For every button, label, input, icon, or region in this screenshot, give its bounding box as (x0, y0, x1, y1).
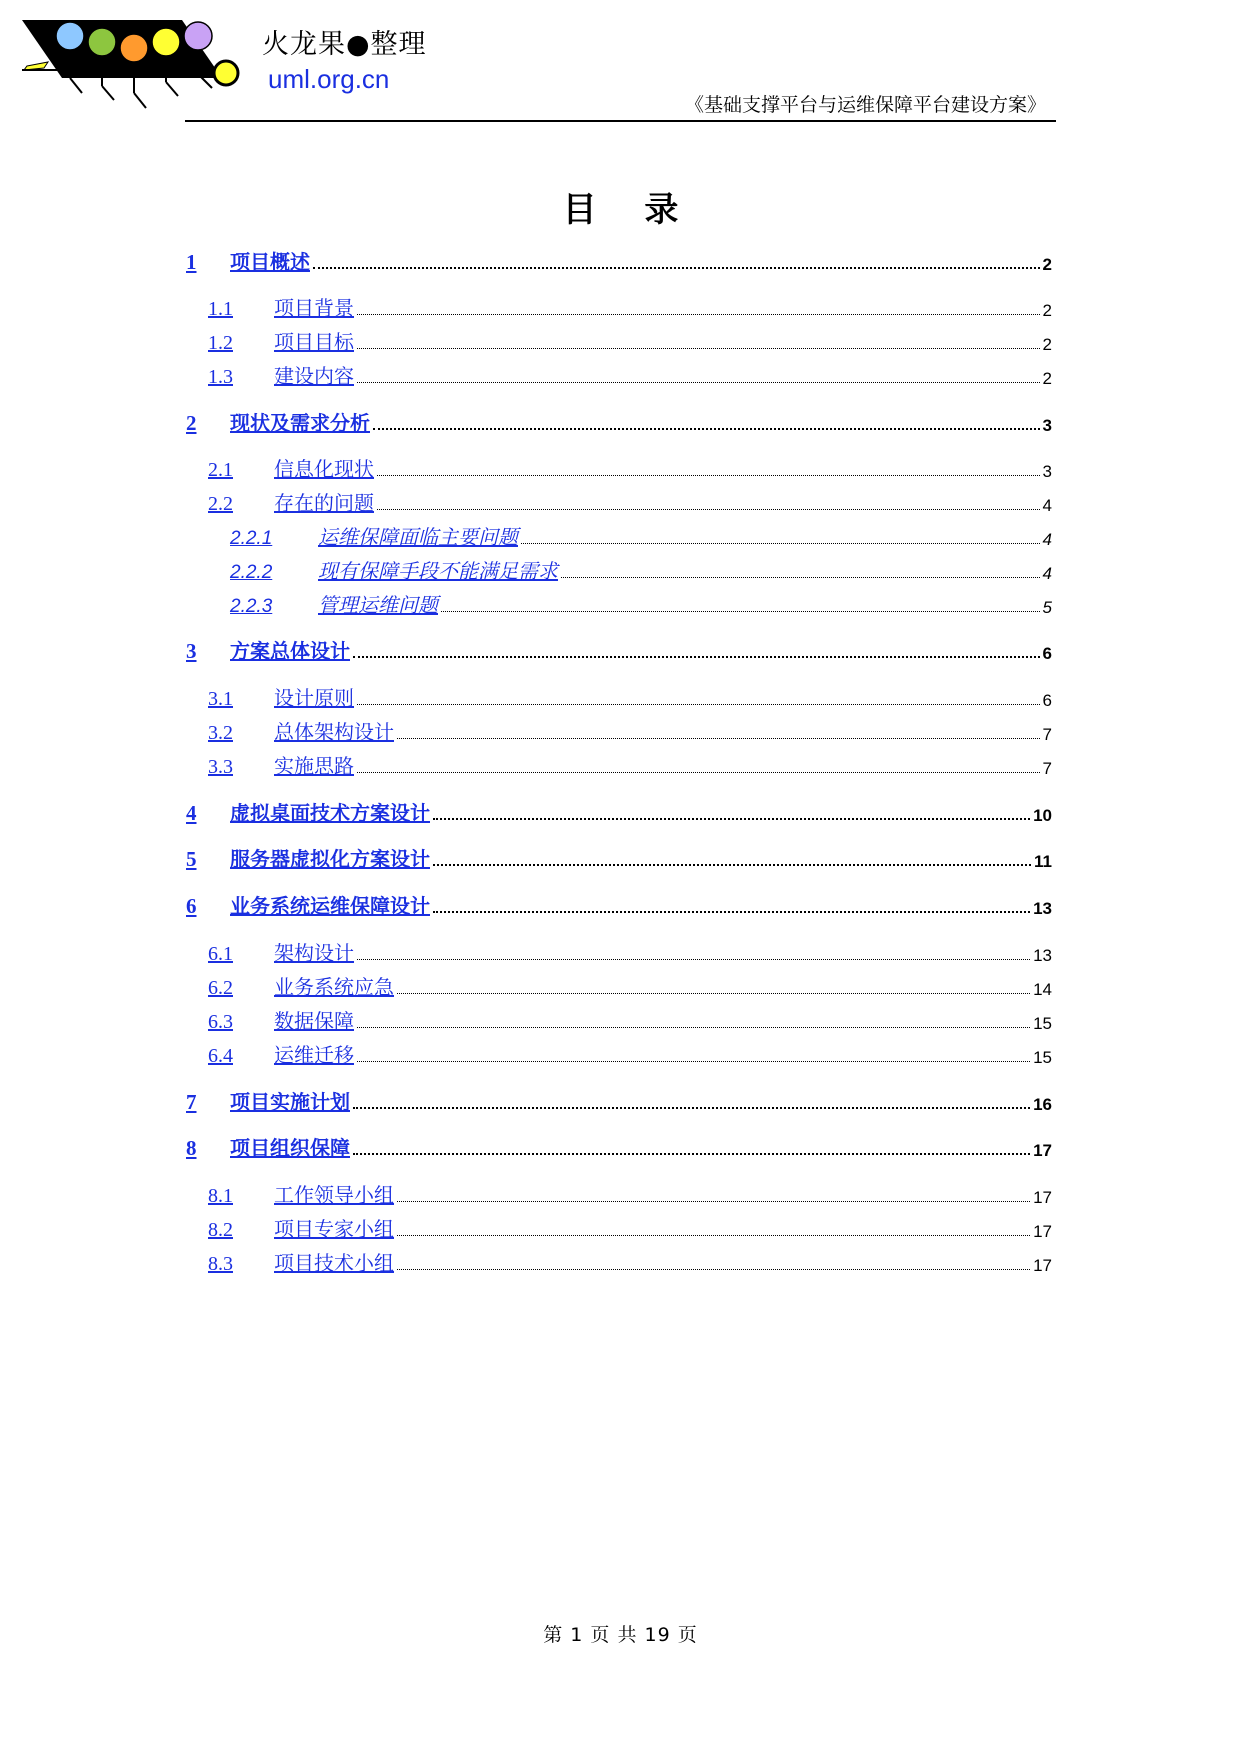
toc-entry-page: 17 (1033, 1188, 1052, 1207)
toc-entry-5[interactable] (186, 842, 1052, 872)
page-indicator: 第 1 页 共 19 页 (543, 1624, 698, 1646)
logo-flag-shape (24, 62, 48, 70)
toc-entry-number[interactable]: 2.2 (208, 493, 233, 515)
logo-circle-blue (56, 22, 84, 50)
toc-entry-number[interactable]: 2.2.2 (230, 562, 273, 583)
toc-entry-1[interactable] (186, 245, 1052, 275)
toc-entry-label[interactable]: 管理运维问题 (318, 593, 438, 617)
toc-entry-number[interactable]: 6.1 (208, 943, 233, 965)
toc-entry-label[interactable]: 架构设计 (274, 941, 354, 965)
dot-leader (357, 704, 1040, 705)
toc-entry-number[interactable]: 6.3 (208, 1011, 233, 1033)
toc-entry-page: 2 (1042, 335, 1052, 354)
toc-entry-page: 11 (1034, 852, 1052, 871)
toc-entry-page: 6 (1042, 644, 1052, 663)
toc-entry-6-3[interactable] (186, 1004, 1052, 1034)
toc-entry-page: 2 (1042, 369, 1052, 388)
toc-entry-6-4[interactable] (186, 1038, 1052, 1068)
toc-entry-label[interactable]: 存在的问题 (274, 491, 374, 515)
toc-entry-number[interactable]: 2.1 (208, 459, 233, 481)
document-title: 《基础支撑平台与运维保障平台建设方案》 (684, 94, 1046, 116)
dot-leader (397, 1235, 1030, 1236)
toc-entry-page: 4 (1042, 496, 1052, 515)
dot-leader (353, 1107, 1030, 1109)
toc-entry-6-1[interactable] (186, 936, 1052, 966)
toc-entry-number[interactable]: 4 (186, 801, 197, 825)
dot-leader (313, 267, 1040, 269)
toc-entry-8-1[interactable] (186, 1178, 1052, 1208)
dot-leader (353, 656, 1040, 658)
toc-entry-number[interactable]: 8.3 (208, 1253, 233, 1275)
toc-entry-number[interactable]: 6.4 (208, 1045, 233, 1067)
dot-leader (373, 428, 1040, 430)
toc-entry-number[interactable]: 7 (186, 1090, 197, 1114)
dot-leader (433, 818, 1030, 820)
toc-entry-page: 7 (1042, 759, 1052, 778)
logo-circle-orange (120, 34, 148, 62)
toc-entry-label[interactable]: 项目技术小组 (274, 1251, 394, 1275)
toc-entry-page: 7 (1042, 725, 1052, 744)
dot-leader (357, 959, 1030, 960)
toc-entry-label[interactable]: 项目概述 (230, 250, 310, 274)
toc-entry-6[interactable] (186, 889, 1052, 919)
toc-entry-page: 17 (1033, 1256, 1052, 1275)
toc-entry-label[interactable]: 业务系统应急 (274, 975, 394, 999)
toc-entry-number[interactable]: 3.2 (208, 722, 233, 744)
dot-leader (377, 509, 1040, 510)
toc-entry-label[interactable]: 现状及需求分析 (230, 411, 370, 435)
logo-circle-purple (184, 22, 212, 50)
toc-entry-page: 5 (1042, 598, 1052, 617)
toc-entry-8-2[interactable] (186, 1212, 1052, 1242)
dot-leader (397, 1201, 1030, 1202)
toc-entry-7[interactable] (186, 1085, 1052, 1115)
toc-entry-number[interactable]: 3.1 (208, 688, 233, 710)
dot-leader (433, 864, 1031, 866)
toc-entry-label[interactable]: 运维迁移 (274, 1043, 354, 1067)
toc-entry-number[interactable]: 1.1 (208, 298, 233, 320)
toc-entry-number[interactable]: 1.2 (208, 332, 233, 354)
toc-entry-label[interactable]: 业务系统运维保障设计 (230, 894, 430, 918)
dot-leader (357, 348, 1040, 349)
toc-entry-number[interactable]: 2.2.3 (230, 596, 273, 617)
toc-entry-label[interactable]: 虚拟桌面技术方案设计 (230, 801, 430, 825)
toc-entry-number[interactable]: 8.1 (208, 1185, 233, 1207)
toc-entry-page: 15 (1033, 1048, 1052, 1067)
toc-entry-page: 2 (1042, 255, 1052, 274)
toc-entry-number[interactable]: 3.3 (208, 756, 233, 778)
toc-entry-page: 14 (1033, 980, 1052, 999)
toc-entry-3-1[interactable] (186, 681, 1052, 711)
toc-entry-page: 3 (1042, 462, 1052, 481)
toc-entry-page: 4 (1042, 530, 1052, 549)
dot-leader (353, 1153, 1030, 1155)
dot-leader (561, 577, 1040, 578)
toc-entry-3[interactable] (186, 634, 1052, 664)
brand-name: 火龙果●整理 (262, 29, 427, 60)
logo (22, 18, 247, 113)
toc-entry-page: 10 (1033, 806, 1052, 825)
toc-entry-label[interactable]: 项目背景 (274, 296, 354, 320)
toc-entry-number[interactable]: 1 (186, 250, 197, 274)
toc-heading: 目 录 (562, 190, 697, 230)
toc-entry-number[interactable]: 2.2.1 (230, 528, 273, 549)
toc-entry-1-1[interactable] (186, 291, 1052, 321)
toc-entry-2-2-2[interactable] (186, 554, 1052, 584)
toc-entry-label[interactable]: 项目实施计划 (230, 1090, 350, 1114)
dot-leader (357, 314, 1040, 315)
toc-entry-number[interactable]: 8.2 (208, 1219, 233, 1241)
toc-entry-3-3[interactable] (186, 749, 1052, 779)
toc-entry-number[interactable]: 6 (186, 894, 197, 918)
logo-circle-ring (214, 61, 238, 85)
toc-entry-number[interactable]: 1.3 (208, 366, 233, 388)
toc-entry-label[interactable]: 项目专家小组 (274, 1217, 394, 1241)
toc-entry-label[interactable]: 信息化现状 (274, 457, 374, 481)
toc-entry-4[interactable] (186, 796, 1052, 826)
toc-entry-label[interactable]: 运维保障面临主要问题 (318, 525, 518, 549)
toc-entry-number[interactable]: 2 (186, 411, 197, 435)
toc-entry-2-1[interactable] (186, 452, 1052, 482)
toc-entry-label[interactable]: 数据保障 (274, 1009, 354, 1033)
toc-entry-2-2-1[interactable] (186, 520, 1052, 550)
toc-entry-label[interactable]: 总体架构设计 (274, 720, 394, 744)
logo-circle-yellow (152, 28, 180, 56)
toc-entry-label[interactable]: 实施思路 (274, 754, 354, 778)
toc-entry-page: 13 (1033, 899, 1052, 918)
toc-entry-page: 3 (1042, 416, 1052, 435)
toc-entry-2-2[interactable] (186, 486, 1052, 516)
toc-entry-page: 13 (1033, 946, 1052, 965)
dot-leader (397, 1269, 1030, 1270)
toc-entry-number[interactable]: 6.2 (208, 977, 233, 999)
toc-entry-page: 15 (1033, 1014, 1052, 1033)
toc-entry-3-2[interactable] (186, 715, 1052, 745)
toc-entry-8[interactable] (186, 1131, 1052, 1161)
toc-entry-label[interactable]: 项目组织保障 (230, 1136, 350, 1160)
logo-circle-green (88, 28, 116, 56)
dot-leader (357, 772, 1040, 773)
toc-entry-1-2[interactable] (186, 325, 1052, 355)
brand-url[interactable]: uml.org.cn (268, 64, 390, 94)
toc-entry-6-2[interactable] (186, 970, 1052, 1000)
header-divider (185, 120, 1056, 122)
dot-leader (397, 993, 1030, 994)
dot-leader (377, 475, 1040, 476)
toc-entry-page: 17 (1033, 1222, 1052, 1241)
toc-entry-page: 17 (1033, 1141, 1052, 1160)
toc-entry-label[interactable]: 服务器虚拟化方案设计 (230, 847, 430, 871)
toc-entry-number[interactable]: 5 (186, 847, 197, 871)
toc-entry-page: 16 (1033, 1095, 1052, 1114)
toc-entry-page: 4 (1042, 564, 1052, 583)
toc-entry-label[interactable]: 方案总体设计 (230, 639, 350, 663)
toc-entry-label[interactable]: 建设内容 (274, 364, 354, 388)
toc-entry-2[interactable] (186, 406, 1052, 436)
dot-leader (521, 543, 1040, 544)
toc-entry-page: 2 (1042, 301, 1052, 320)
dot-leader (357, 1027, 1030, 1028)
toc-entry-2-2-3[interactable] (186, 588, 1052, 618)
toc-entry-8-3[interactable] (186, 1246, 1052, 1276)
toc-entry-label[interactable]: 设计原则 (274, 686, 354, 710)
toc-entry-label[interactable]: 项目目标 (274, 330, 354, 354)
dot-leader (357, 382, 1040, 383)
toc-entry-number[interactable]: 8 (186, 1136, 197, 1160)
toc-entry-number[interactable]: 3 (186, 639, 197, 663)
dot-leader (357, 1061, 1030, 1062)
toc-entry-label[interactable]: 工作领导小组 (274, 1183, 394, 1207)
toc-entry-1-3[interactable] (186, 359, 1052, 389)
dot-leader (433, 911, 1030, 913)
dot-leader (441, 611, 1040, 612)
toc-entry-page: 6 (1042, 691, 1052, 710)
toc-entry-label[interactable]: 现有保障手段不能满足需求 (318, 559, 558, 583)
dot-leader (397, 738, 1040, 739)
